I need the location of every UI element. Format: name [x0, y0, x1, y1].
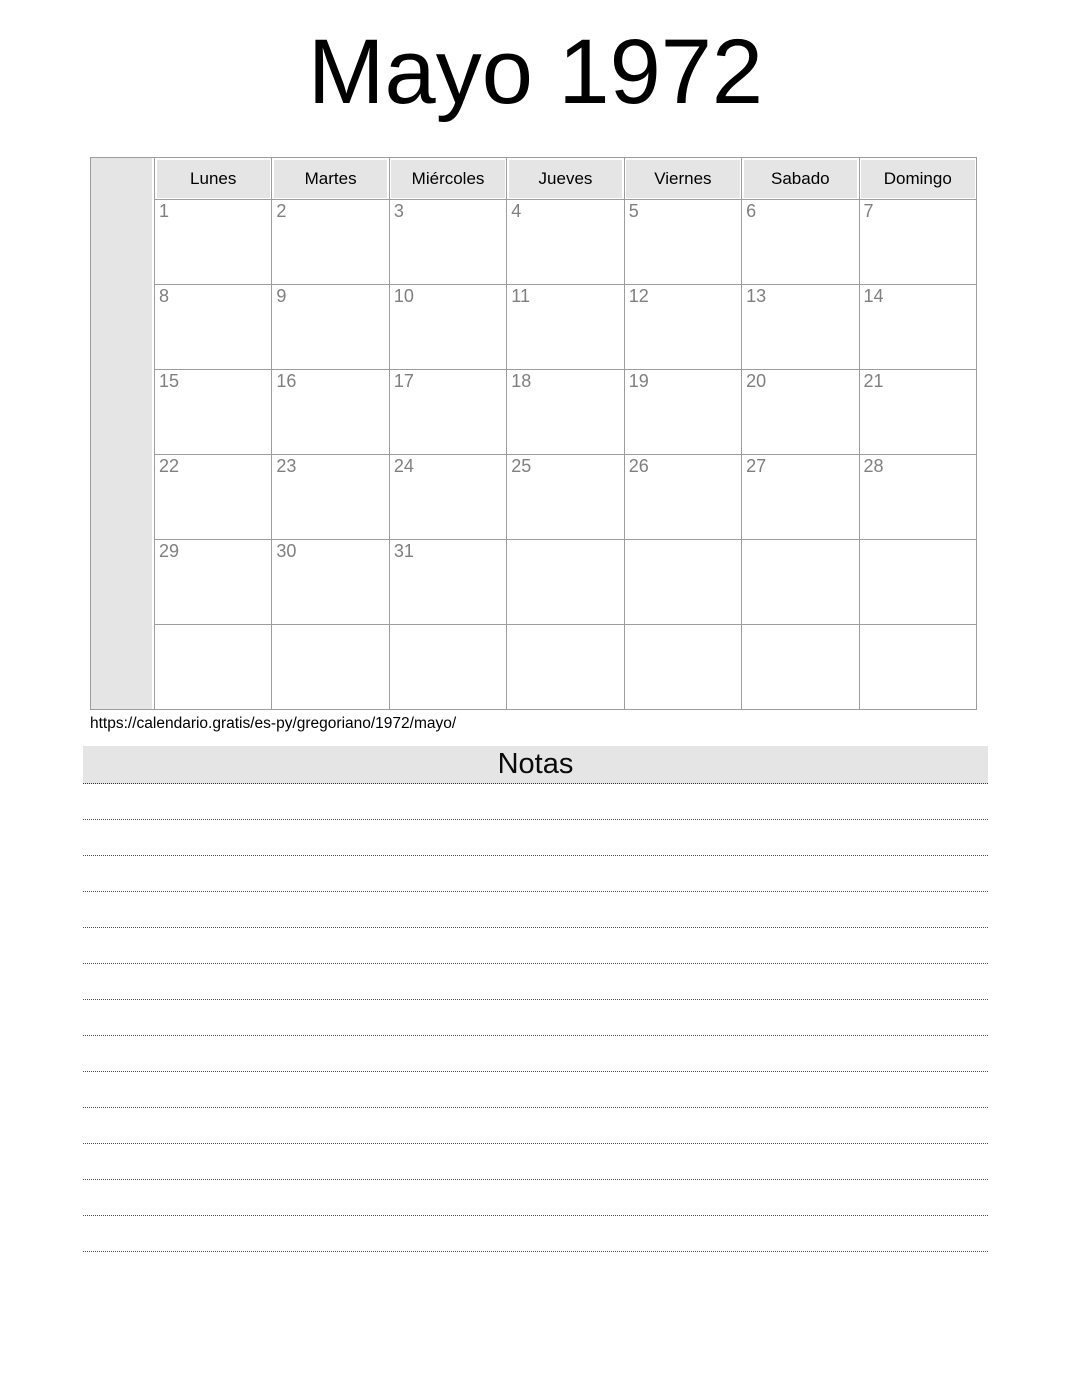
week-number-column — [91, 158, 155, 710]
day-cell — [507, 540, 624, 625]
day-cell: 22 — [155, 455, 272, 540]
weekday-header-domingo: Domingo — [859, 158, 976, 200]
source-url: https://calendario.gratis/es-py/gregoriano/1972/mayo/ — [90, 715, 457, 732]
day-cell: 11 — [507, 285, 624, 370]
day-cell: 13 — [742, 285, 859, 370]
day-cell — [155, 625, 272, 710]
weekday-header-jueves: Jueves — [507, 158, 624, 200]
day-cell — [624, 540, 741, 625]
notes-section — [83, 746, 988, 1252]
day-cell: 6 — [742, 200, 859, 285]
day-cell: 12 — [624, 285, 741, 370]
calendar-week-row — [91, 455, 977, 540]
note-line — [83, 1000, 988, 1036]
day-cell: 5 — [624, 200, 741, 285]
calendar-week-row — [91, 370, 977, 455]
note-line — [83, 892, 988, 928]
day-cell — [859, 540, 976, 625]
note-line — [83, 1180, 988, 1216]
day-cell: 28 — [859, 455, 976, 540]
day-cell: 29 — [155, 540, 272, 625]
day-cell — [389, 625, 506, 710]
day-cell: 16 — [272, 370, 389, 455]
day-cell: 15 — [155, 370, 272, 455]
day-cell: 27 — [742, 455, 859, 540]
weekday-header-sabado: Sabado — [742, 158, 859, 200]
page-title: Mayo 1972 — [307, 21, 764, 123]
note-line — [83, 1144, 988, 1180]
day-cell — [742, 625, 859, 710]
day-cell: 10 — [389, 285, 506, 370]
day-cell: 9 — [272, 285, 389, 370]
note-line — [83, 1108, 988, 1144]
day-cell — [507, 625, 624, 710]
day-cell: 18 — [507, 370, 624, 455]
day-cell: 2 — [272, 200, 389, 285]
day-cell — [272, 625, 389, 710]
note-line — [83, 1072, 988, 1108]
day-cell: 8 — [155, 285, 272, 370]
day-cell: 14 — [859, 285, 976, 370]
note-line — [83, 856, 988, 892]
day-cell: 26 — [624, 455, 741, 540]
weekday-header-martes: Martes — [272, 158, 389, 200]
weekday-header-lunes: Lunes — [155, 158, 272, 200]
note-line — [83, 1216, 988, 1252]
day-cell: 17 — [389, 370, 506, 455]
day-cell: 25 — [507, 455, 624, 540]
day-cell — [624, 625, 741, 710]
day-cell: 31 — [389, 540, 506, 625]
day-cell — [859, 625, 976, 710]
weekday-header-miercoles: Miércoles — [389, 158, 506, 200]
day-cell: 24 — [389, 455, 506, 540]
day-cell: 7 — [859, 200, 976, 285]
note-line — [83, 1036, 988, 1072]
calendar-week-row — [91, 625, 977, 710]
day-cell: 19 — [624, 370, 741, 455]
note-line — [83, 964, 988, 1000]
weekday-header-row — [91, 158, 977, 200]
note-line — [83, 820, 988, 856]
day-cell: 4 — [507, 200, 624, 285]
day-cell: 30 — [272, 540, 389, 625]
day-cell: 3 — [389, 200, 506, 285]
note-line — [83, 784, 988, 820]
day-cell: 20 — [742, 370, 859, 455]
day-cell: 21 — [859, 370, 976, 455]
day-cell: 1 — [155, 200, 272, 285]
day-cell: 23 — [272, 455, 389, 540]
note-line — [83, 928, 988, 964]
calendar-table — [90, 157, 977, 710]
calendar-week-row — [91, 285, 977, 370]
notes-header: Notas — [83, 746, 988, 784]
weekday-header-viernes: Viernes — [624, 158, 741, 200]
calendar-week-row — [91, 200, 977, 285]
calendar-week-row — [91, 540, 977, 625]
day-cell — [742, 540, 859, 625]
